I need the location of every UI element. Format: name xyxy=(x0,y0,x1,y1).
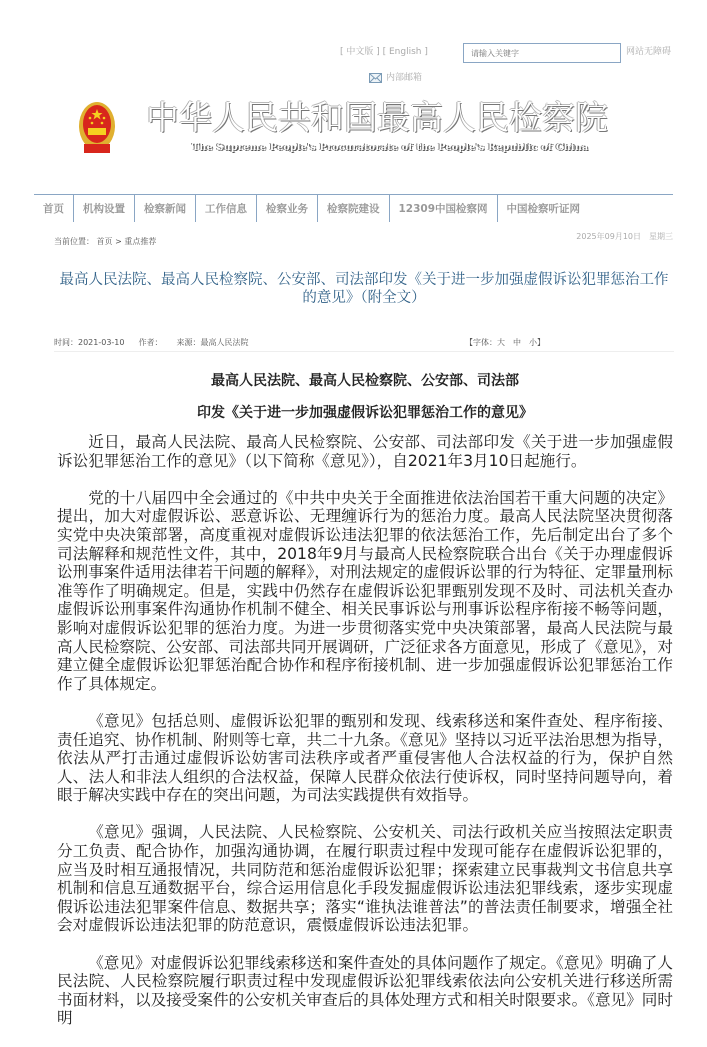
source: 来源：最高人民法院 xyxy=(176,338,249,347)
paragraph: 《意见》对虚假诉讼犯罪线索移送和案件查处的具体问题作了规定。《意见》明确了人民法院、人民检察院履行职责过程中发现虚假诉讼犯罪线索依法向公安机关进行移送所需书面材料，以及接受案件的公安机关审查后的具体处理方式和相关时限要求。《意见》同时明 xyxy=(57,953,673,1028)
search-input[interactable] xyxy=(463,43,621,63)
nav-home[interactable]: 首页 xyxy=(34,195,74,222)
accessibility-link[interactable]: 网站无障碍 xyxy=(626,47,672,57)
author: 作者： xyxy=(138,338,163,347)
paragraph: 党的十八届四中全会通过的《中共中央关于全面推进依法治国若干重大问题的决定》提出，加大对虚假诉讼、恶意诉讼、无理缠诉行为的惩治力度。最高人民法院坚决贯彻落实党中央决策部署，高度重视对虚假诉讼违法犯罪的依法惩治工作，先后制定出台了多个司法解释和规范性文件，其中，2018年9月与最高人民检察院联合出台《关于办理虚假诉讼刑事案件适用法律若干问题的解释》，对刑法规定的虚假诉讼罪的行为特征、定罪量刑标准等作了明确规定。但是，实践中仍然存在虚假诉讼犯罪甄别发现不及时、司法机关查办虚假诉讼刑事案件沟通协作机制不健全、相关民事诉讼与刑事诉讼程序衔接不畅等问题，影响对虚假诉讼犯罪的惩治力度。为进一步贯彻落实党中央决策部署，最高人民法院与最高人民检察院、公安部、司法部共同开展调研，广泛征求各方面意见，形成了《意见》，对建立健全虚假诉讼犯罪惩治配合协作和程序衔接机制、进一步加强虚假诉讼犯罪惩治工作作了具体规定。 xyxy=(57,488,673,693)
article-body xyxy=(57,433,673,1047)
article-title: 最高人民法院、最高人民检察院、公安部、司法部印发《关于进一步加强虚假诉讼犯罪惩治工作的意见》（附全文） xyxy=(59,272,669,306)
nav-construction[interactable]: 检察院建设 xyxy=(318,195,390,222)
site-subtitle: The Supreme People's Procuratorate of the People's Republic of China xyxy=(192,142,589,153)
breadcrumb xyxy=(54,236,156,247)
paragraph: 近日，最高人民法院、最高人民检察院、公安部、司法部印发《关于进一步加强虚假诉讼犯罪惩治工作的意见》（以下简称《意见》），自2021年3月10日起施行。 xyxy=(57,433,673,470)
nav-12309[interactable]: 12309中国检察网 xyxy=(390,195,498,222)
mail-label: 内部邮箱 xyxy=(386,73,423,83)
nav-hearing[interactable]: 中国检察听证网 xyxy=(506,202,581,215)
paragraph: 《意见》包括总则、虚假诉讼犯罪的甄别和发现、线索移送和案件查处、程序衔接、责任追究、协作机制、附则等七章，共二十九条。《意见》坚持以习近平法治思想为指导，依法从严打击通过虚假诉讼妨害司法秩序或者严重侵害他人合法权益的行为，保护自然人、法人和非法人组织的合法权益，保障人民群众依法行使诉权，同时坚持问题导向，着眼于解决实践中存在的突出问题，为司法实践提供有效指导。 xyxy=(57,711,673,805)
national-emblem-icon xyxy=(78,100,116,156)
site-title: 中华人民共和国最高人民检察院 xyxy=(146,98,608,137)
font-size-control[interactable]: 【字体：大 中 小】 xyxy=(465,338,545,347)
divider xyxy=(54,351,674,352)
envelope-icon xyxy=(369,73,382,83)
internal-mail-link[interactable] xyxy=(369,72,422,84)
nav-business[interactable]: 检察业务 xyxy=(257,195,318,222)
breadcrumb-sep: > xyxy=(115,237,122,246)
breadcrumb-current[interactable]: 重点推荐 xyxy=(124,237,157,246)
breadcrumb-label: 当前位置： xyxy=(54,237,94,246)
nav-news[interactable]: 检察新闻 xyxy=(135,195,196,222)
language-switch[interactable]: [ 中文版 ] [ English ] xyxy=(340,47,428,57)
content-heading-2: 印发《关于进一步加强虚假诉讼犯罪惩治工作的意见》 xyxy=(197,405,533,421)
nav-work-info[interactable]: 工作信息 xyxy=(196,195,257,222)
nav-organization[interactable]: 机构设置 xyxy=(74,195,135,222)
article-meta xyxy=(54,337,249,348)
breadcrumb-home[interactable]: 首页 xyxy=(96,237,113,246)
paragraph: 《意见》强调，人民法院、人民检察院、公安机关、司法行政机关应当按照法定职责分工负责、配合协作，加强沟通协调，在履行职责过程中发现可能存在虚假诉讼犯罪的，应当及时相互通报情况，共同防范和惩治虚假诉讼犯罪；探索建立民事裁判文书信息共享机制和信息互通数据平台，综合运用信息化手段发掘虚假诉讼违法犯罪线索，逐步实现虚假诉讼违法犯罪案件信息、数据共享；落实“谁执法谁普法”的普法责任制要求，增强全社会对虚假诉讼违法犯罪的防范意识，震慑虚假诉讼违法犯罪。 xyxy=(57,823,673,935)
publish-time: 时间：2021-03-10 xyxy=(54,338,125,347)
current-date: 2025年09月10日 星期三 xyxy=(576,232,673,241)
main-nav xyxy=(34,194,673,222)
content-heading-1: 最高人民法院、最高人民检察院、公安部、司法部 xyxy=(211,373,519,389)
